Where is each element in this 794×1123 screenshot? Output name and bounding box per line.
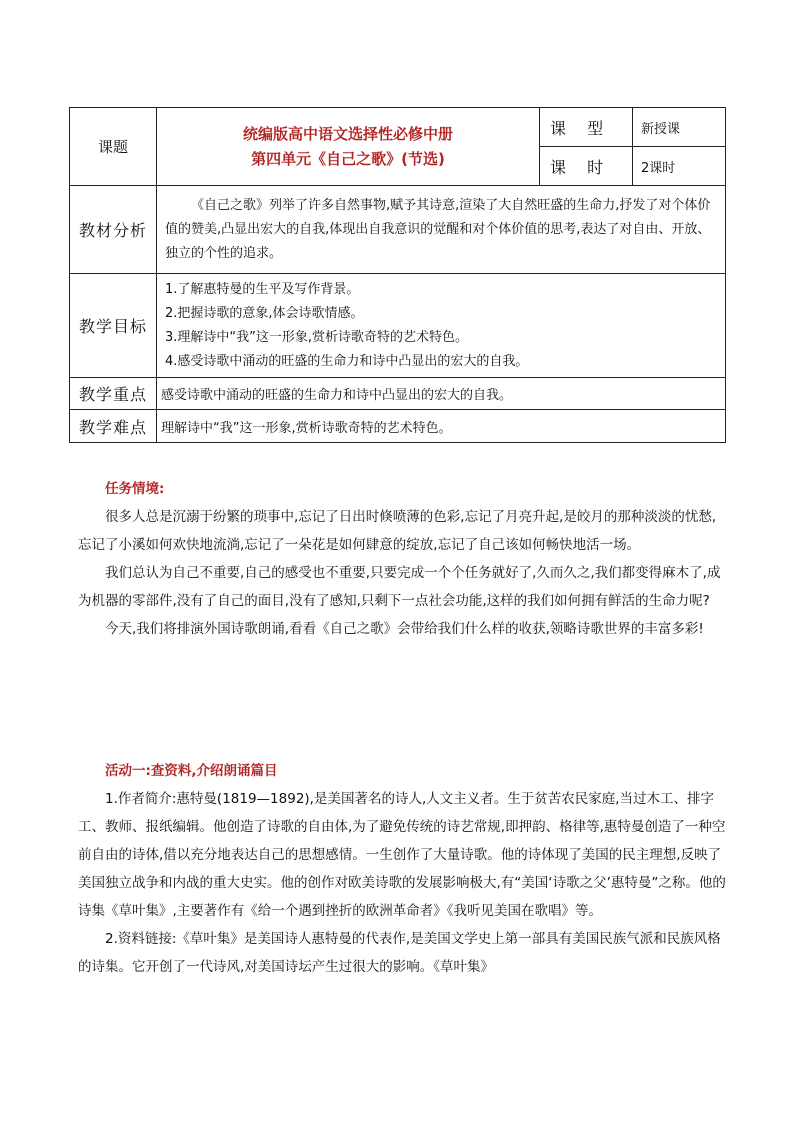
lesson-title-line1: 统编版高中语文选择性必修中册 [242,124,453,143]
activity-paragraph: 2.资料链接:《草叶集》是美国诗人惠特曼的代表作,是美国文学史上第一部具有美国民族气派和民族风格的诗集。它开创了一代诗风,对美国诗坛产生过很大的影响。《草叶集》 [78,931,721,975]
topic-label: 课题 [70,108,157,186]
goal-item: 3.理解诗中“我”这一形象,赏析诗歌奇特的艺术特色。 [165,329,469,345]
analysis-text: 《自己之歌》列举了许多自然事物,赋予其诗意,渲染了大自然旺盛的生命力,抒发了对个体价值的赞美,凸显出宏大的自我,体现出自我意识的觉醒和对个体价值的思考,表达了对自由、开放、独立的个性的追求。 [157,186,726,274]
goal-item: 1.了解惠特曼的生平及写作背景。 [165,281,360,297]
task-heading: 任务情境: [105,481,165,497]
goal-item: 4.感受诗歌中涌动的旺盛的生命力和诗中凸显出的宏大的自我。 [165,353,529,369]
task-paragraph: 今天,我们将排演外国诗歌朗诵,看看《自己之歌》会带给我们什么样的收获,领略诗歌世界的丰富多彩! [105,621,704,637]
course-type-value: 新授课 [633,108,726,147]
key-point-label: 教学重点 [70,378,157,410]
hours-label: 课 时 [540,147,633,186]
activity-heading: 活动一:查资料,介绍朗诵篇目 [105,763,278,779]
course-type-label: 课 型 [540,108,633,147]
difficulty-text: 理解诗中“我”这一形象,赏析诗歌奇特的艺术特色。 [157,410,726,443]
task-paragraph: 很多人总是沉溺于纷繁的琐事中,忘记了日出时倏喷薄的色彩,忘记了月亮升起,是皎月的那种淡淡的忧愁,忘记了小溪如何欢快地流淌,忘记了一朵花是如何肆意的绽放,忘记了自己该如何畅快地活一场。 [78,509,717,553]
lesson-info-table [69,107,726,443]
goals-list [157,274,726,378]
lesson-title [157,108,540,186]
goals-label: 教学目标 [70,274,157,378]
task-section [78,475,728,643]
difficulty-label: 教学难点 [70,410,157,443]
key-point-text: 感受诗歌中涌动的旺盛的生命力和诗中凸显出的宏大的自我。 [157,378,726,410]
hours-value: 2课时 [633,147,726,186]
task-paragraph: 我们总认为自己不重要,自己的感受也不重要,只要完成一个个任务就好了,久而久之,我们都变得麻木了,成为机器的零部件,没有了自己的面目,没有了感知,只剩下一点社会功能,这样的我们如何拥有鲜活的生命力呢? [78,565,721,609]
activity-section [78,757,728,981]
goal-item: 2.把握诗歌的意象,体会诗歌情感。 [165,305,364,321]
lesson-title-line2: 第四单元《自己之歌》(节选) [251,149,445,168]
activity-paragraph: 1.作者简介:惠特曼(1819—1892),是美国著名的诗人,人文主义者。生于贫苦农民家庭,当过木工、排字工、教师、报纸编辑。他创造了诗歌的自由体,为了避免传统的诗艺常规,即押韵、格律等,惠特曼创造了一种空前自由的诗体,借以充分地表达自己的思想感情。一生创作了大量诗歌。他的诗体现了美国的民主理想,反映了美国独立战争和内战的重大史实。他的创作对欧美诗歌的发展影响极大,有“美国‘诗歌之父’惠特曼”之称。他的诗集《草叶集》,主要著作有《给一个遇到挫折的欧洲革命者》《我听见美国在歌唱》等。 [78,791,726,919]
analysis-label: 教材分析 [70,186,157,274]
